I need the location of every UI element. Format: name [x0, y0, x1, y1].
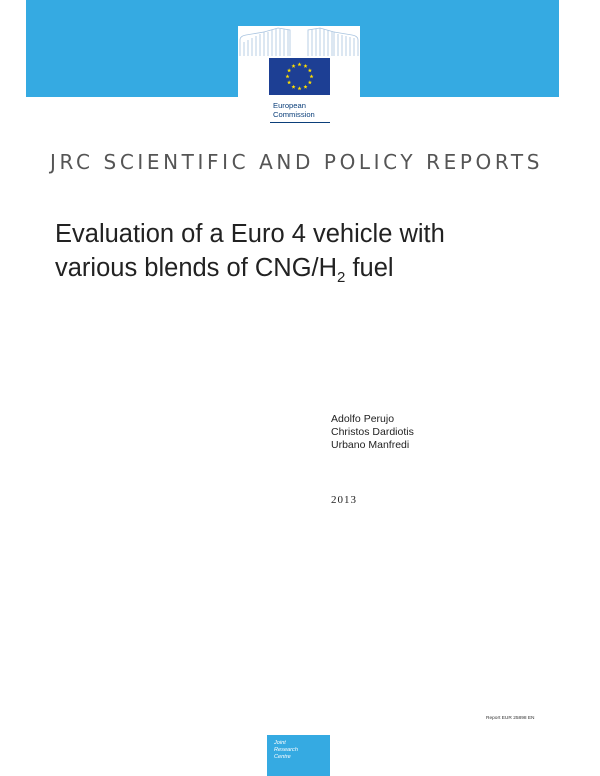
- flag-star-icon: [291, 85, 295, 89]
- title-line-2: [55, 251, 525, 295]
- author-list: [331, 413, 414, 452]
- berlaymont-building-icon: [238, 26, 360, 58]
- title-line-1: Evaluation of a Euro 4 vehicle with: [55, 220, 445, 248]
- flag-star-icon: [308, 68, 312, 72]
- document-title: [55, 217, 525, 295]
- title-line-2-suffix: fuel: [345, 254, 394, 282]
- flag-star-icon: [285, 74, 289, 78]
- jrc-logo-line1: Joint: [274, 740, 286, 746]
- jrc-logo-line2: Research: [274, 747, 298, 753]
- author-name: Adolfo Perujo: [331, 413, 395, 425]
- author-name: Urbano Manfredi: [331, 439, 410, 451]
- report-number: Report EUR 25898 EN: [486, 716, 535, 721]
- divider: [270, 122, 330, 123]
- jrc-logo-line3: Centre: [274, 754, 291, 760]
- flag-star-icon: [309, 74, 313, 78]
- organization-name-line1: European: [273, 101, 306, 110]
- flag-star-icon: [308, 80, 312, 84]
- organization-name: [273, 101, 353, 119]
- author-name: Christos Dardiotis: [331, 426, 414, 438]
- flag-star-icon: [303, 64, 307, 68]
- eu-flag-icon: [269, 58, 330, 95]
- flag-star-icon: [287, 80, 291, 84]
- jrc-logo: [267, 735, 330, 776]
- publication-year: 2013: [331, 494, 357, 506]
- flag-star-icon: [297, 86, 301, 90]
- series-title: JRC SCIENTIFIC AND POLICY REPORTS: [50, 150, 544, 174]
- flag-star-icon: [303, 85, 307, 89]
- organization-name-line2: Commission: [273, 110, 315, 119]
- title-subscript: 2: [337, 269, 346, 287]
- title-line-2-prefix: various blends of CNG/H: [55, 254, 338, 282]
- jrc-logo-text: [274, 740, 298, 761]
- flag-star-icon: [291, 64, 295, 68]
- flag-star-icon: [287, 68, 291, 72]
- flag-star-icon: [297, 62, 301, 66]
